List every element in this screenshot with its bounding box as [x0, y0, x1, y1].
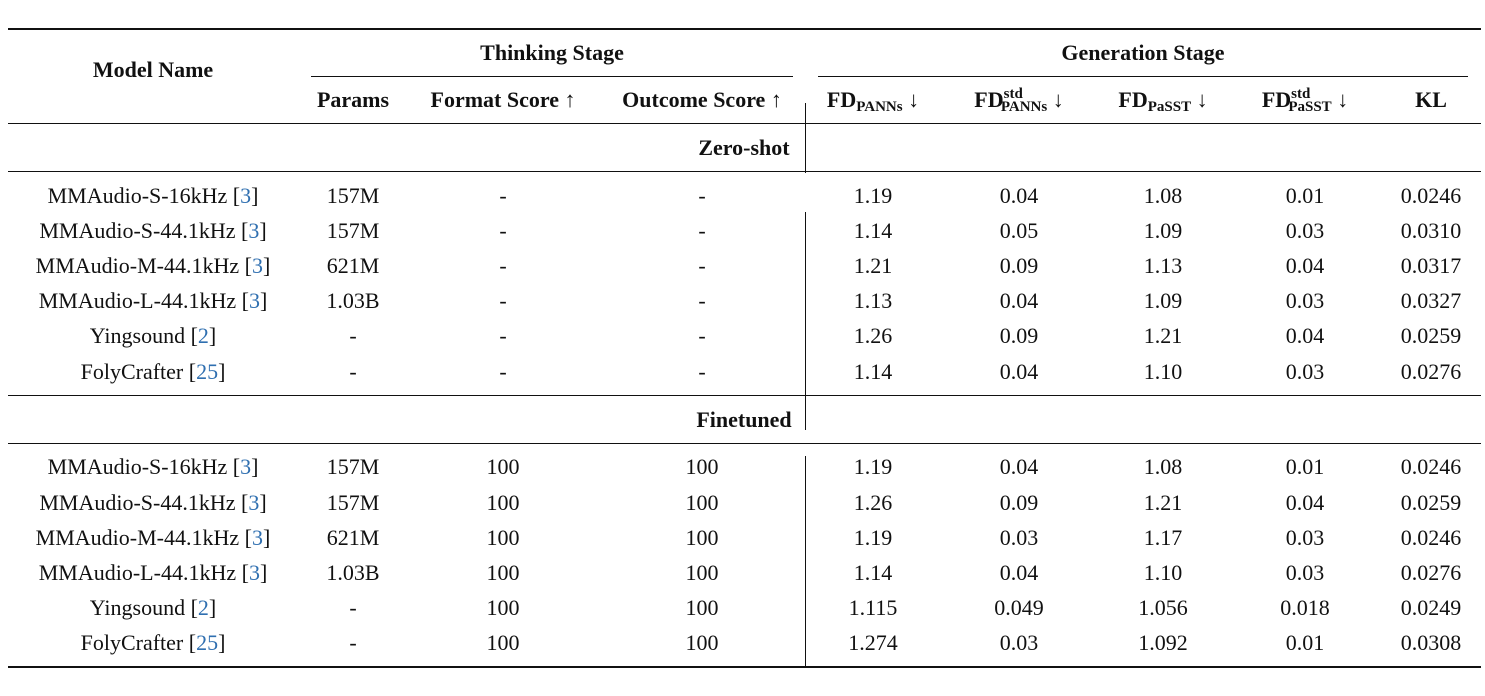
kl-cell: 0.0246 [1400, 454, 1462, 479]
fd-panns-cell: 1.13 [853, 288, 893, 313]
model-name-cell: MMAudio-S-44.1kHz [3] [39, 490, 267, 515]
outcome-score-cell: 100 [685, 454, 719, 479]
citation-link[interactable]: 3 [240, 454, 252, 479]
fd-passt-cell: 1.08 [1143, 183, 1183, 208]
down-arrow: ↓ [1047, 87, 1064, 112]
header-format-score: Format Score ↑ [430, 87, 576, 112]
citation-link[interactable]: 3 [248, 218, 260, 243]
format-score-cell: 100 [486, 454, 520, 479]
outcome-score-cell: - [698, 359, 706, 384]
fd-std-passt-cell: 0.01 [1285, 183, 1325, 208]
model-name-cell: MMAudio-M-44.1kHz [3] [35, 525, 271, 550]
citation-link[interactable]: 3 [248, 560, 260, 585]
citation-link[interactable]: 3 [252, 525, 263, 550]
fd-superscript: std [1291, 86, 1311, 102]
fd-panns-cell: 1.14 [853, 560, 893, 585]
fd-base: FD [1261, 87, 1292, 112]
outcome-score-cell: 100 [685, 630, 719, 655]
outcome-score-cell: - [698, 218, 706, 243]
model-name: MMAudio-M-44.1kHz [35, 525, 240, 550]
fd-passt-cell: 1.09 [1143, 218, 1183, 243]
fd-base: FD [974, 87, 1004, 112]
citation-link[interactable]: 3 [248, 288, 260, 313]
kl-cell: 0.0310 [1400, 218, 1462, 243]
citation-link[interactable]: 2 [197, 323, 209, 348]
header-outcome-score: Outcome Score ↑ [622, 87, 782, 112]
params-cell: 1.03B [326, 560, 380, 585]
fd-panns-cell: 1.19 [853, 454, 893, 479]
model-name-cell: MMAudio-L-44.1kHz [3] [38, 560, 268, 585]
fd-subscript: PANNs [1000, 99, 1048, 115]
params-cell: 621M [326, 253, 380, 278]
format-score-cell: 100 [486, 490, 520, 515]
fd-std-passt-cell: 0.018 [1280, 595, 1330, 620]
params-cell: 157M [326, 183, 380, 208]
fd-std-passt-cell: 0.03 [1285, 288, 1325, 313]
header-kl: KL [1415, 87, 1447, 112]
fd-subscript: PaSST [1288, 99, 1332, 115]
params-cell: - [349, 630, 357, 655]
outcome-score-cell: - [698, 288, 706, 313]
citation-link[interactable]: 2 [197, 595, 209, 620]
kl-cell: 0.0259 [1400, 490, 1462, 515]
outcome-score-cell: - [698, 253, 706, 278]
stage-separator [805, 103, 806, 173]
mid-rule [8, 395, 1481, 396]
kl-cell: 0.0317 [1400, 253, 1462, 278]
fd-std-panns-cell: 0.09 [999, 253, 1039, 278]
fd-std-panns-cell: 0.09 [999, 323, 1039, 348]
model-name-cell: MMAudio-S-44.1kHz [3] [39, 218, 267, 243]
top-rule [8, 28, 1481, 30]
fd-std-passt-cell: 0.03 [1285, 359, 1325, 384]
model-name: MMAudio-S-16kHz [47, 454, 228, 479]
format-score-cell: 100 [486, 560, 520, 585]
params-cell: - [349, 595, 357, 620]
fd-passt-cell: 1.09 [1143, 288, 1183, 313]
model-name: MMAudio-S-44.1kHz [39, 218, 236, 243]
header-rule [8, 123, 1481, 124]
fd-panns-cell: 1.26 [853, 323, 893, 348]
fd-panns-cell: 1.19 [853, 525, 893, 550]
fd-panns-cell: 1.14 [853, 218, 893, 243]
params-cell: 621M [326, 525, 380, 550]
kl-cell: 0.0246 [1400, 525, 1462, 550]
header-fd-std-passt [1262, 87, 1348, 113]
kl-cell: 0.0276 [1400, 359, 1462, 384]
fd-std-panns-cell: 0.04 [999, 359, 1039, 384]
citation-link[interactable]: 25 [196, 630, 219, 655]
fd-std-panns-cell: 0.09 [999, 490, 1039, 515]
fd-passt-cell: 1.056 [1138, 595, 1188, 620]
fd-std-panns-cell: 0.049 [994, 595, 1044, 620]
format-score-cell: 100 [486, 595, 520, 620]
model-name-cell: FolyCrafter [25] [80, 359, 226, 384]
kl-cell: 0.0259 [1400, 323, 1462, 348]
fd-std-panns-cell: 0.04 [999, 454, 1039, 479]
model-name-cell: MMAudio-M-44.1kHz [3] [35, 253, 271, 278]
params-cell: 157M [326, 218, 380, 243]
model-name: MMAudio-M-44.1kHz [35, 253, 240, 278]
fd-panns-cell: 1.115 [848, 595, 898, 620]
params-cell: - [349, 359, 357, 384]
model-name-cell: MMAudio-S-16kHz [3] [47, 454, 259, 479]
kl-cell: 0.0246 [1400, 183, 1462, 208]
header-thinking-stage: Thinking Stage [480, 40, 624, 65]
fd-passt-cell: 1.21 [1143, 323, 1183, 348]
fd-std-panns-cell: 0.05 [999, 218, 1039, 243]
outcome-score-cell: 100 [685, 525, 719, 550]
fd-passt-cell: 1.21 [1143, 490, 1183, 515]
fd-std-passt-cell: 0.03 [1285, 525, 1325, 550]
outcome-score-cell: 100 [685, 560, 719, 585]
outcome-score-cell: - [698, 183, 706, 208]
params-cell: 157M [326, 454, 380, 479]
format-score-cell: - [499, 288, 507, 313]
fd-std-passt-cell: 0.03 [1285, 218, 1325, 243]
model-name: MMAudio-L-44.1kHz [38, 560, 237, 585]
header-fd-std-panns [974, 87, 1063, 113]
fd-passt-cell: 1.10 [1143, 359, 1183, 384]
model-name: FolyCrafter [80, 359, 184, 384]
model-name-cell: MMAudio-S-16kHz [3] [47, 183, 259, 208]
citation-link[interactable]: 3 [248, 490, 260, 515]
stage-separator [805, 456, 806, 668]
fd-panns-cell: 1.21 [853, 253, 893, 278]
fd-passt-cell: 1.10 [1143, 560, 1183, 585]
section-title-finetuned: Finetuned [696, 407, 792, 432]
model-name-cell: MMAudio-L-44.1kHz [3] [38, 288, 268, 313]
fd-std-passt-cell: 0.01 [1285, 630, 1325, 655]
format-score-cell: - [499, 218, 507, 243]
fd-base: FD [1118, 87, 1148, 112]
fd-std-panns-cell: 0.04 [999, 183, 1039, 208]
fd-panns-cell: 1.274 [848, 630, 898, 655]
citation-link[interactable]: 3 [252, 253, 263, 278]
fd-subscript: PaSST [1147, 99, 1192, 115]
fd-std-panns-cell: 0.03 [999, 630, 1039, 655]
header-fd-passt [1118, 87, 1207, 113]
format-score-cell: - [499, 359, 507, 384]
fd-passt-cell: 1.13 [1143, 253, 1183, 278]
model-name-cell: Yingsound [2] [89, 595, 217, 620]
header-params: Params [316, 87, 390, 112]
fd-std-panns-cell: 0.03 [999, 525, 1039, 550]
citation-link[interactable]: 25 [196, 359, 219, 384]
finetuned-rule [8, 443, 1481, 444]
fd-panns-cell: 1.14 [853, 359, 893, 384]
model-name: MMAudio-S-44.1kHz [39, 490, 236, 515]
fd-std-passt-cell: 0.04 [1285, 253, 1325, 278]
down-arrow: ↓ [902, 87, 920, 112]
fd-passt-cell: 1.08 [1143, 454, 1183, 479]
zeroshot-rule [8, 171, 1481, 172]
model-name: Yingsound [89, 323, 186, 348]
outcome-score-cell: - [698, 323, 706, 348]
params-cell: 157M [326, 490, 380, 515]
fd-superscript: std [1003, 86, 1023, 102]
fd-subscript: PANNs [856, 99, 903, 115]
section-title-zeroshot: Zero-shot [698, 135, 790, 160]
fd-panns-cell: 1.26 [853, 490, 893, 515]
format-score-cell: - [499, 183, 507, 208]
kl-cell: 0.0308 [1400, 630, 1462, 655]
model-name: MMAudio-S-16kHz [47, 183, 228, 208]
outcome-score-cell: 100 [685, 490, 719, 515]
down-arrow: ↓ [1331, 87, 1349, 112]
fd-std-panns-cell: 0.04 [999, 560, 1039, 585]
format-score-cell: - [499, 253, 507, 278]
fd-std-passt-cell: 0.01 [1285, 454, 1325, 479]
fd-std-passt-cell: 0.04 [1285, 490, 1325, 515]
model-name-cell: FolyCrafter [25] [80, 630, 226, 655]
citation-link[interactable]: 3 [240, 183, 252, 208]
down-arrow: ↓ [1191, 87, 1208, 112]
fd-std-passt-cell: 0.03 [1285, 560, 1325, 585]
thinking-stage-underline [311, 76, 793, 77]
header-model-name: Model Name [92, 57, 214, 82]
model-name: MMAudio-L-44.1kHz [38, 288, 237, 313]
bottom-rule [8, 666, 1481, 668]
stage-separator [805, 212, 806, 430]
header-fd-panns [827, 87, 919, 113]
model-name: FolyCrafter [80, 630, 184, 655]
kl-cell: 0.0249 [1400, 595, 1462, 620]
header-generation-stage: Generation Stage [1061, 40, 1225, 65]
format-score-cell: 100 [486, 525, 520, 550]
format-score-cell: 100 [486, 630, 520, 655]
fd-panns-cell: 1.19 [853, 183, 893, 208]
generation-stage-underline [818, 76, 1468, 77]
kl-cell: 0.0276 [1400, 560, 1462, 585]
params-cell: - [349, 323, 357, 348]
fd-passt-cell: 1.17 [1143, 525, 1183, 550]
format-score-cell: - [499, 323, 507, 348]
fd-passt-cell: 1.092 [1138, 630, 1188, 655]
kl-cell: 0.0327 [1400, 288, 1462, 313]
model-name-cell: Yingsound [2] [89, 323, 217, 348]
params-cell: 1.03B [326, 288, 380, 313]
fd-std-passt-cell: 0.04 [1285, 323, 1325, 348]
outcome-score-cell: 100 [685, 595, 719, 620]
model-name: Yingsound [89, 595, 186, 620]
fd-base: FD [826, 87, 857, 112]
fd-std-panns-cell: 0.04 [999, 288, 1039, 313]
